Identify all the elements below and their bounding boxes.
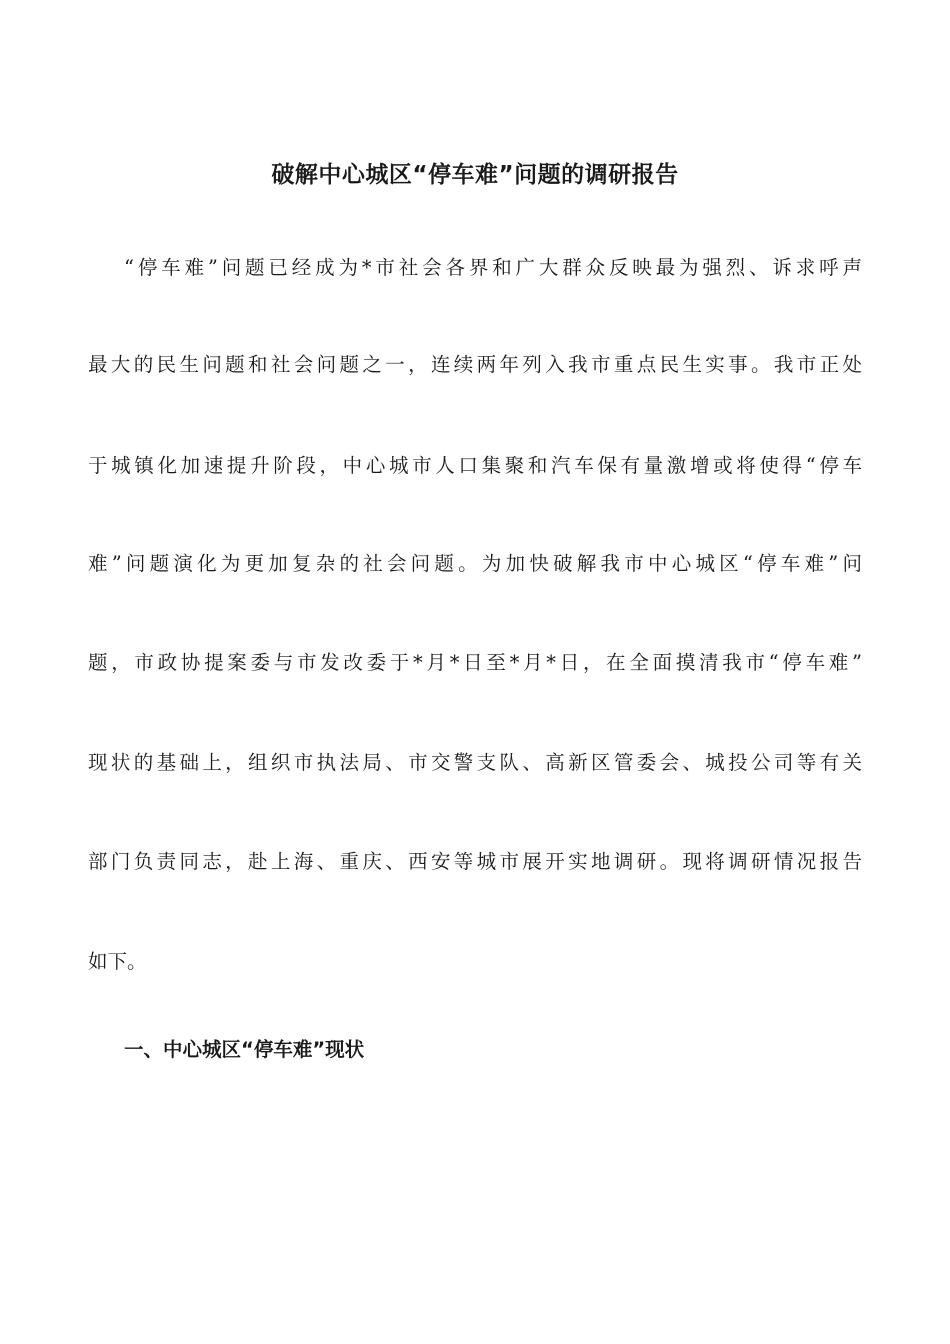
document-title: 破解中心城区“停车难”问题的调研报告 xyxy=(271,162,679,188)
section-heading: 一、中心城区“停车难”现状 xyxy=(124,1038,365,1061)
paragraph-line: “停车难”问题已经成为*市社会各界和广大群众反映最为强烈、诉求呼声 xyxy=(124,256,862,279)
paragraph-line: 如下。 xyxy=(88,950,147,973)
paragraph-line: 题，市政协提案委与市发改委于*月*日至*月*日，在全面摸清我市“停车难” xyxy=(88,651,862,674)
paragraph-line: 难”问题演化为更加复杂的社会问题。为加快破解我市中心城区“停车难”问 xyxy=(88,552,862,575)
paragraph-line: 最大的民生问题和社会问题之一，连续两年列入我市重点民生实事。我市正处 xyxy=(88,353,862,376)
paragraph-line: 现状的基础上，组织市执法局、市交警支队、高新区管委会、城投公司等有关 xyxy=(88,751,862,774)
paragraph-line: 部门负责同志，赴上海、重庆、西安等城市展开实地调研。现将调研情况报告 xyxy=(88,850,862,873)
paragraph-line: 于城镇化加速提升阶段，中心城市人口集聚和汽车保有量激增或将使得“停车 xyxy=(88,454,862,477)
